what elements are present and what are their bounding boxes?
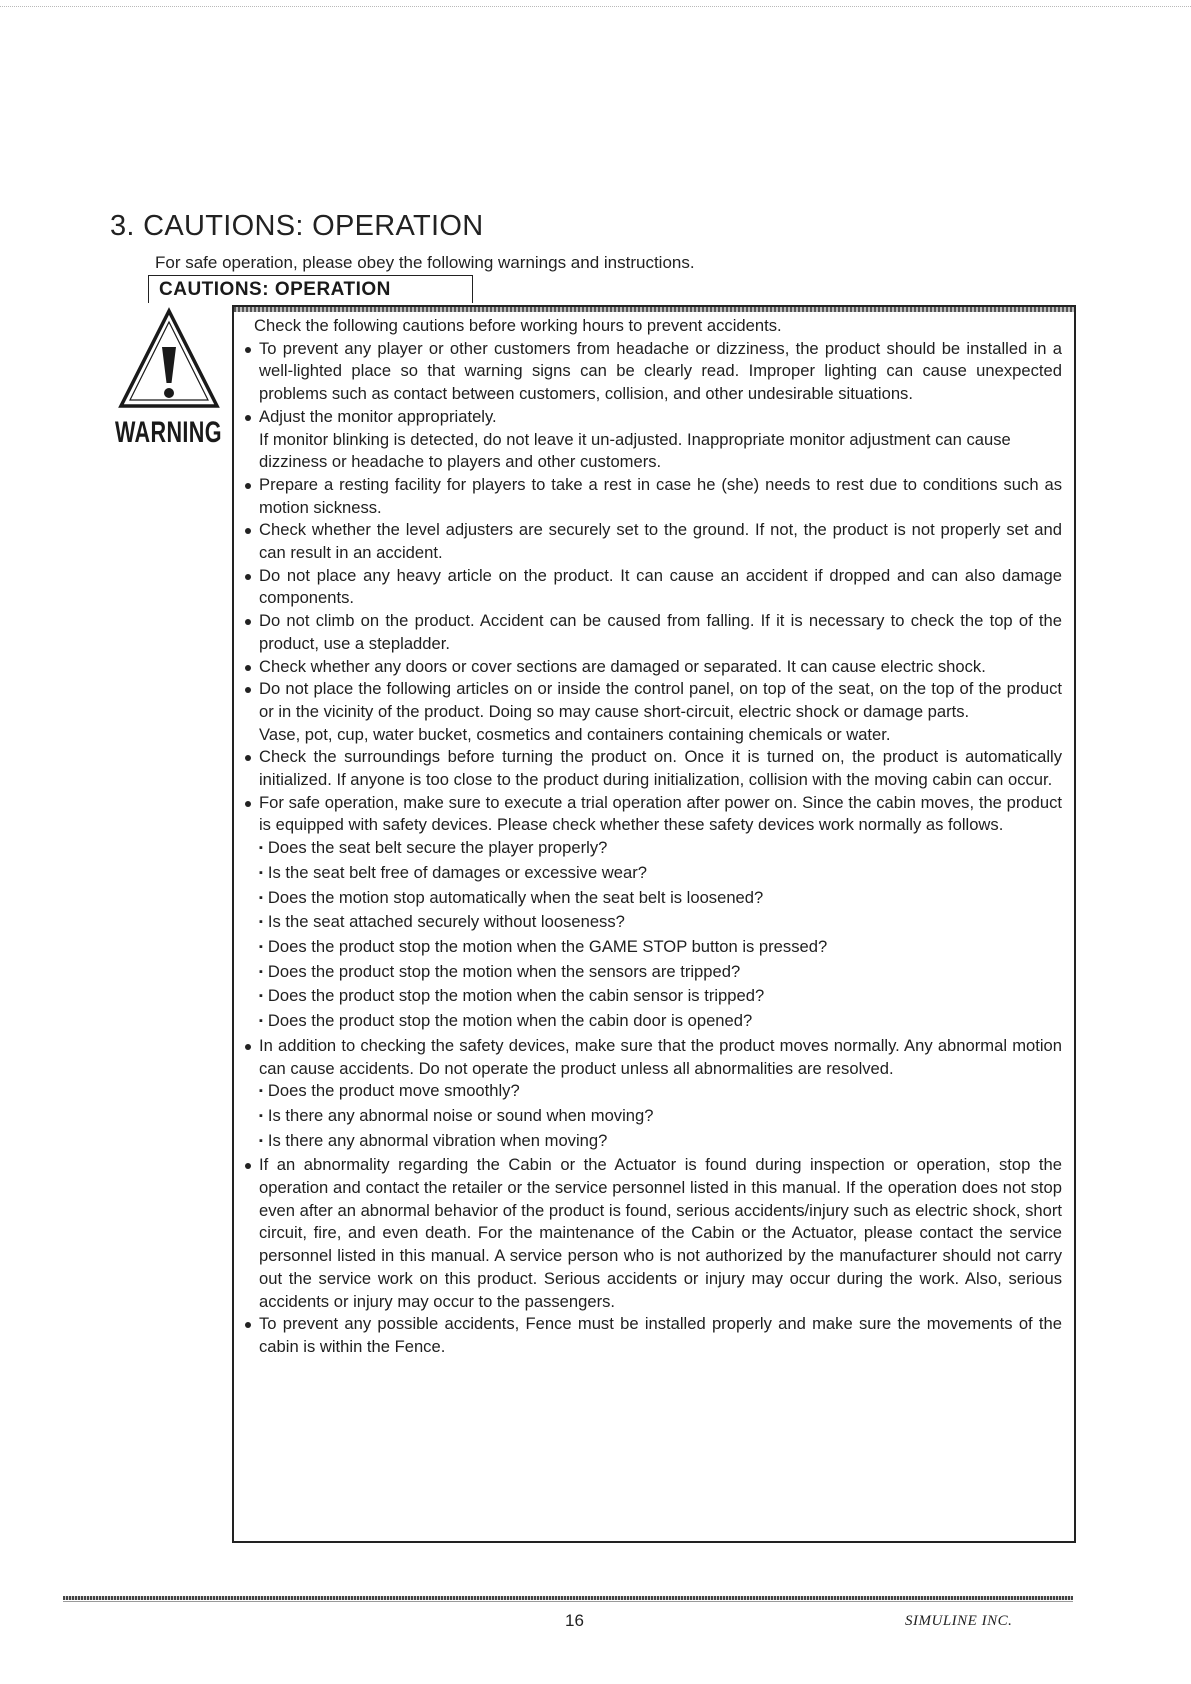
check-item: ▪ Does the seat belt secure the player properly? (242, 837, 1062, 862)
check-item: ▪ Does the product stop the motion when the cabin sensor is tripped? (242, 985, 1062, 1010)
caution-item: To prevent any player or other customers from headache or dizziness, the product should be installed in a well-lighted place so that warning signs can be clearly read. Improper lighting can cause unexpected problems such as contact between customers, collision, and other undesirable situations. (242, 338, 1062, 406)
check-item: ▪ Is there any abnormal vibration when moving? (242, 1130, 1062, 1155)
caution-item: Prepare a resting facility for players to take a rest in case he (she) needs to rest due to conditions such as motion sickness. (242, 474, 1062, 519)
caution-item-detail: Vase, pot, cup, water bucket, cosmetics and containers containing chemicals or water. (259, 724, 891, 744)
company-name: SIMULINE INC. (905, 1613, 1013, 1629)
caution-item: To prevent any possible accidents, Fence must be installed properly and make sure the movements of the cabin is within the Fence. (242, 1313, 1062, 1358)
warning-block (113, 305, 229, 465)
caution-item: For safe operation, make sure to execute a trial operation after power on. Since the cabin moves, the product is equipped with safety devices. Please check whether these safety devices work normally as follows. (242, 792, 1062, 837)
check-item: ▪ Does the product stop the motion when the sensors are tripped? (242, 961, 1062, 986)
check-item: ▪ Is the seat belt free of damages or excessive wear? (242, 862, 1062, 887)
page-number: 16 (565, 1611, 584, 1630)
caution-item: Do not place any heavy article on the product. It can cause an accident if dropped and can also damage components. (242, 565, 1062, 610)
check-item: ▪ Does the product stop the motion when the GAME STOP button is pressed? (242, 936, 1062, 961)
caution-item: Do not place the following articles on or inside the control panel, on top of the seat, on the top of the product or in the vicinity of the product. Doing so may cause short-circuit, electric shock or damage parts. (242, 678, 1062, 723)
panel-header-bar (234, 307, 1074, 312)
cautions-content (242, 315, 1062, 1359)
cautions-lead: Check the following cautions before working hours to prevent accidents. (254, 316, 782, 335)
caution-item: Check whether any doors or cover sections are damaged or separated. It can cause electric shock. (242, 656, 1062, 679)
check-item: ▪ Does the product move smoothly? (242, 1080, 1062, 1105)
check-item: ▪ Does the motion stop automatically when the seat belt is loosened? (242, 887, 1062, 912)
warning-label: WARNING (115, 416, 222, 449)
warning-triangle-icon (113, 305, 225, 415)
section-title: 3. CAUTIONS: OPERATION (110, 210, 484, 242)
section-intro: For safe operation, please obey the following warnings and instructions. (155, 253, 695, 272)
check-item: ▪ Does the product stop the motion when the cabin door is opened? (242, 1010, 1062, 1035)
caution-item: Check whether the level adjusters are securely set to the ground. If not, the product is not properly set and can result in an accident. (242, 519, 1062, 564)
cautions-tab (148, 275, 473, 303)
footer-rule-line (63, 1601, 1073, 1602)
page-top-edge (0, 6, 1191, 7)
caution-item: In addition to checking the safety devices, make sure that the product moves normally. Any abnormal motion can cause accidents. Do not operate the product unless all abnormalities are resolved. (242, 1035, 1062, 1080)
caution-item: Adjust the monitor appropriately. (242, 406, 1062, 429)
caution-item: Do not climb on the product. Accident can be caused from falling. If it is necessary to check the top of the product, use a stepladder. (242, 610, 1062, 655)
caution-item-detail: If monitor blinking is detected, do not leave it un-adjusted. Inappropriate monitor adjustment can cause dizziness or headache to players and other customers. (259, 429, 1011, 472)
cautions-panel (232, 305, 1076, 1543)
caution-item: Check the surroundings before turning the product on. Once it is turned on, the product is automatically initialized. If anyone is too close to the product during initialization, collision with the moving cabin can occur. (242, 746, 1062, 791)
caution-item: If an abnormality regarding the Cabin or the Actuator is found during inspection or operation, stop the operation and contact the retailer or the service personnel listed in this manual. If the operation does not stop even after an abnormal behavior of the product is found, serious accidents/injury such as electric shock, short circuit, fire, and even death. For the maintenance of the Cabin or the Actuator, please contact the service personnel listed in this manual. A service person who is not authorized by the manufacturer should not carry out the service work on this product. Serious accidents or injury may occur during the work. Also, serious accidents or injury may occur to the passengers. (242, 1154, 1062, 1313)
check-item: ▪ Is there any abnormal noise or sound when moving? (242, 1105, 1062, 1130)
footer-rule (63, 1596, 1073, 1600)
cautions-tab-label: CAUTIONS: OPERATION (159, 279, 391, 300)
check-item: ▪ Is the seat attached securely without looseness? (242, 911, 1062, 936)
